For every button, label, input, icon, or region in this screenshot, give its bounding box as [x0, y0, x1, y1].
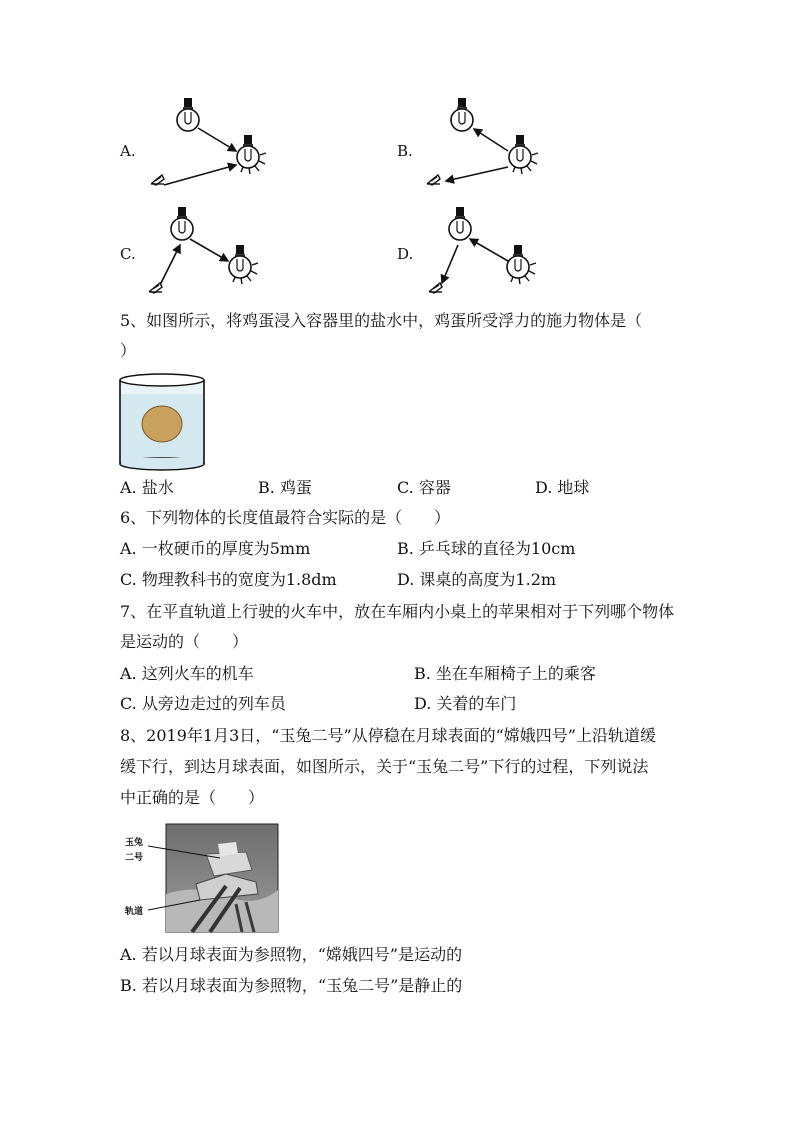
q8-option-b: B. 若以月球表面为参照物，“玉兔二号”是静止的: [120, 976, 463, 995]
option-d-label: D.: [397, 245, 414, 263]
figure-label-yutu-1: 玉兔: [125, 838, 144, 848]
q5-option-a: A. 盐水: [120, 478, 174, 497]
q8-stem-line1: 8、2019年1月3日，“玉兔二号”从停稳在月球表面的“嫦娥四号”上沿轨道缓: [120, 726, 656, 745]
q6-option-c: C. 物理教科书的宽度为1.8dm: [120, 570, 337, 589]
q7-option-b: B. 坐在车厢椅子上的乘客: [414, 664, 596, 683]
q6-option-a: A. 一枚硬币的厚度为5mm: [120, 539, 311, 558]
q7-option-c: C. 从旁边走过的列车员: [120, 694, 286, 713]
q7-option-a: A. 这列火车的机车: [120, 664, 254, 683]
option-c-label: C.: [120, 245, 136, 263]
figure-pointer-lines: [120, 822, 285, 934]
q8-stem-line2: 缓下行，到达月球表面，如图所示，关于“玉兔二号”下行的过程，下列说法: [120, 757, 649, 776]
option-b-label: B.: [397, 142, 413, 160]
diagram-option-a: [140, 95, 280, 195]
q5-stem-line2: ）: [120, 341, 137, 360]
figure-label-yutu-2: 二号: [125, 853, 144, 863]
q8-stem-line3: 中正确的是（ ）: [120, 788, 265, 807]
q6-option-d: D. 课桌的高度为1.2m: [397, 570, 557, 589]
q7-stem-line2: 是运动的（ ）: [120, 632, 249, 651]
diagram-option-b: [420, 95, 560, 195]
q5-stem-line1: 5、如图所示，将鸡蛋浸入容器里的盐水中，鸡蛋所受浮力的施力物体是（: [120, 311, 643, 330]
beaker-egg-figure: [118, 372, 208, 472]
yutu-figure: [120, 822, 285, 934]
q6-option-b: B. 乒乓球的直径为10cm: [397, 539, 576, 558]
figure-label-track: 轨道: [125, 907, 144, 917]
q7-stem-line1: 7、在平直轨道上行驶的火车中，放在车厢内小桌上的苹果相对于下列哪个物体: [120, 602, 675, 621]
q6-stem: 6、下列物体的长度值最符合实际的是（ ）: [120, 508, 451, 527]
q5-option-b: B. 鸡蛋: [258, 478, 312, 497]
q7-option-d: D. 关着的车门: [414, 694, 517, 713]
q5-option-d: D. 地球: [535, 478, 590, 497]
option-a-label: A.: [120, 142, 136, 160]
diagram-option-c: [140, 205, 280, 300]
diagram-option-d: [420, 205, 560, 300]
q5-option-c: C. 容器: [397, 478, 451, 497]
q8-option-a: A. 若以月球表面为参照物，“嫦娥四号”是运动的: [120, 945, 463, 964]
